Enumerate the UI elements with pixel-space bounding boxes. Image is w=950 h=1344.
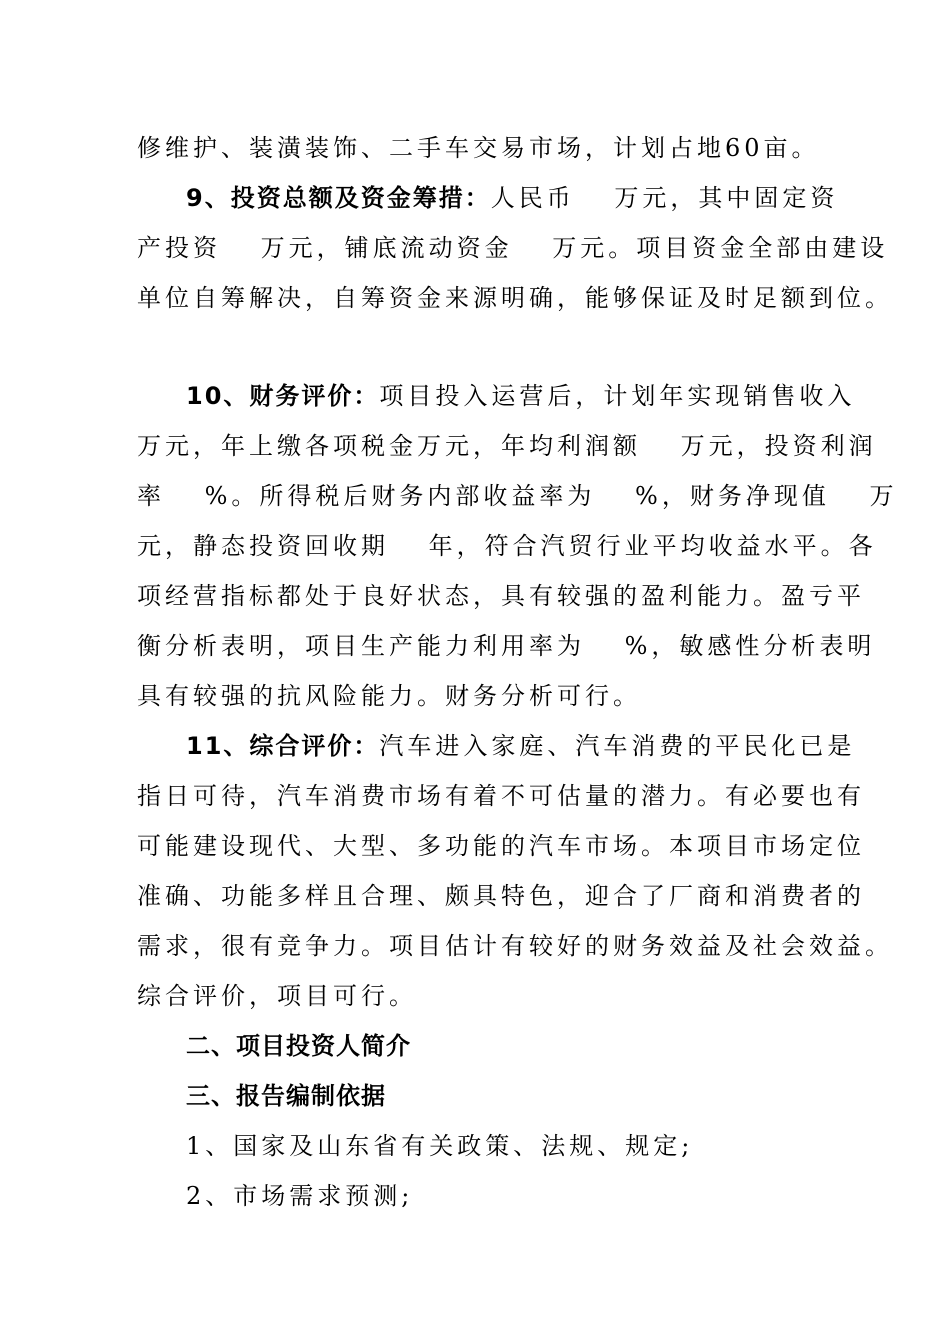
line-text: 汽车进入家庭、汽车消费的平民化已是 bbox=[379, 732, 856, 760]
section-heading-investor: 二、项目投资人简介 bbox=[186, 1032, 411, 1060]
section-heading-basis: 三、报告编制依据 bbox=[186, 1082, 386, 1110]
line-text: 万元，年上缴各项税金万元，年均利润额 万元，投资利润 bbox=[137, 432, 877, 460]
line-text: 修维护、装潢装饰、二手车交易市场，计划占地60亩。 bbox=[137, 134, 820, 162]
line-text: 率 %。所得税后财务内部收益率为 %，财务净现值 万 bbox=[137, 482, 898, 510]
line-text: 单位自筹解决，自筹资金来源明确，能够保证及时足额到位。 bbox=[137, 284, 893, 312]
section-9-line bbox=[186, 182, 838, 214]
paragraph-line bbox=[137, 780, 865, 812]
paragraph-line bbox=[137, 232, 888, 264]
line-text: 衡分析表明，项目生产能力利用率为 %，敏感性分析表明 bbox=[137, 632, 876, 660]
paragraph-line bbox=[137, 980, 417, 1012]
paragraph-line bbox=[137, 132, 820, 164]
line-text: 产投资 万元，铺底流动资金 万元。项目资金全部由建设 bbox=[137, 234, 889, 262]
paragraph-line bbox=[137, 580, 865, 612]
line-text: 指日可待，汽车消费市场有着不可估量的潜力。有必要也有 bbox=[137, 782, 865, 810]
paragraph-line bbox=[137, 830, 865, 862]
section-10-title: 10、财务评价： bbox=[186, 382, 380, 410]
line-text: 需求，很有竞争力。项目估计有较好的财务效益及社会效益。 bbox=[137, 932, 893, 960]
line-text: 项经营指标都处于良好状态，具有较强的盈利能力。盈亏平 bbox=[137, 582, 865, 610]
paragraph-line bbox=[137, 480, 898, 512]
list-item bbox=[186, 1130, 693, 1162]
list-item-text: 1、国家及山东省有关政策、法规、规定; bbox=[186, 1132, 694, 1160]
paragraph-line bbox=[137, 530, 877, 562]
paragraph-line bbox=[137, 930, 893, 962]
section-11-title: 11、综合评价： bbox=[186, 732, 380, 760]
section-9-title: 9、投资总额及资金筹措： bbox=[186, 184, 491, 212]
paragraph-line bbox=[137, 282, 893, 314]
line-text: 准确、功能多样且合理、颇具特色，迎合了厂商和消费者的 bbox=[137, 882, 865, 910]
paragraph-line bbox=[137, 430, 877, 462]
line-text: 项目投入运营后，计划年实现销售收入 bbox=[379, 382, 856, 410]
paragraph-line bbox=[137, 680, 641, 712]
line-text: 人民币 万元，其中固定资 bbox=[490, 184, 839, 212]
section-11-line bbox=[186, 730, 855, 762]
paragraph-line bbox=[137, 880, 865, 912]
section-10-line bbox=[186, 380, 855, 412]
list-item bbox=[186, 1180, 413, 1212]
line-text: 综合评价，项目可行。 bbox=[137, 982, 417, 1010]
paragraph-line bbox=[137, 630, 875, 662]
line-text: 可能建设现代、大型、多功能的汽车市场。本项目市场定位 bbox=[137, 832, 865, 860]
line-text: 元，静态投资回收期 年，符合汽贸行业平均收益水平。各 bbox=[137, 532, 877, 560]
line-text: 具有较强的抗风险能力。财务分析可行。 bbox=[137, 682, 641, 710]
list-item-text: 2、市场需求预测; bbox=[186, 1182, 414, 1210]
